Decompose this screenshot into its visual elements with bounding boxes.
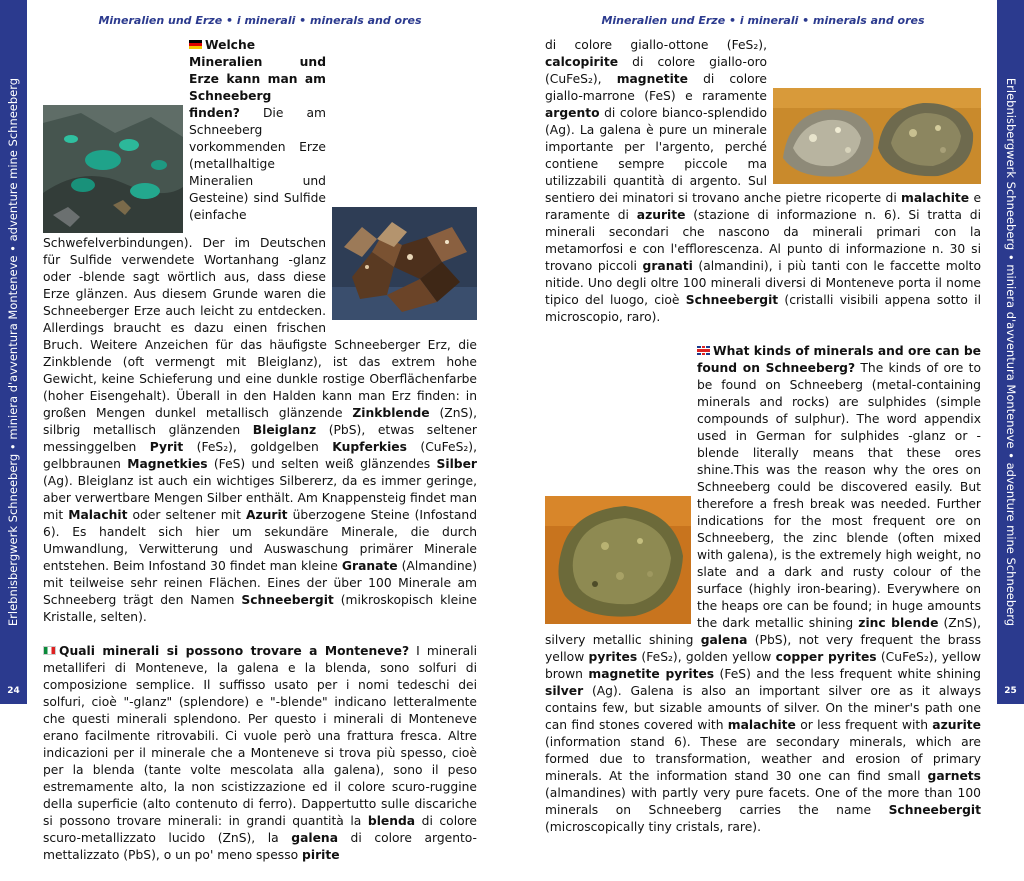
de-text-8: oder seltener mit (127, 508, 246, 522)
left-column-flow (43, 37, 477, 881)
magnetite-figure (545, 496, 691, 624)
right-column (545, 37, 981, 853)
de-text-9: überzogene Steine (Infostand 6). Es handelt sich hier um sekundäre Minerale, die durch Umwandlung, Verwitterung und Auswaschung primärer Minerale entstehen. Beim Infostand 30 findet man kleine (43, 508, 477, 573)
it-question: Quali minerali si possono trovare a Monteneve? (59, 644, 410, 658)
en-bold-8: azurite (932, 718, 982, 732)
de-bold-6: Silber (436, 457, 477, 471)
it-bold-10: Schneebergit (685, 293, 779, 307)
pyrite-stones-icon (773, 88, 981, 184)
malachite-figure (43, 105, 183, 233)
german-section (43, 37, 477, 626)
it-text-4: di colore giallo-ottone (FeS₂), (545, 38, 767, 52)
it-bold-6: argento (545, 106, 600, 120)
de-bold-2: Bleiglanz (252, 423, 317, 437)
it-bold-2: galena (291, 831, 338, 845)
de-bold-5: Magnetkies (127, 457, 208, 471)
it-text-5: di colore giallo-oro (CuFeS₂), (545, 55, 767, 86)
de-text-4: (FeS₂), goldgelben (183, 440, 333, 454)
flag-it-icon (43, 646, 56, 655)
en-text-10: (almandines) with partly very pure facets. One of the more than 100 minerals on Schneeberg carries the name (545, 786, 981, 817)
it-bold-3: pirite (302, 848, 340, 862)
de-bold-8: Azurit (245, 508, 288, 522)
it-bold-9: granati (642, 259, 693, 273)
de-text-11: (mikroskopisch kleine Kristalle, selten). (43, 593, 477, 624)
it-text-3: di colore argento-mettalizzato (PbS), o un po' meno spesso (43, 831, 477, 862)
en-bold-5: magnetite pyrites (588, 667, 715, 681)
en-text-5: (CuFeS₂), yellow brown (545, 650, 981, 681)
de-bold-7: Malachit (68, 508, 128, 522)
en-bold-10: Schneebergit (888, 803, 981, 817)
it-text-7: di colore bianco-splendido (Ag). La galena è pure un minerale importante per l'argento, perché contiene sempre piccole ma utilizzabili quantità di argento. Sul sentiero dei minatori si trovano anche pietre ricoperte di (545, 106, 902, 205)
en-text-4: (FeS₂), golden yellow (637, 650, 776, 664)
italian-section (43, 643, 477, 864)
italian-continued (545, 37, 981, 326)
de-bold-9: Granate (341, 559, 398, 573)
en-text-3: (PbS), not very frequent the brass yellow (545, 633, 981, 664)
it-bold-1: blenda (367, 814, 416, 828)
right-sidebar-text: Erlebnisbergwerk Schneeberg • miniera d'avventura Monteneve • adventure mine Schneeberg (1004, 77, 1018, 627)
de-text-2: (ZnS), silbrig metallisch glänzenden (43, 406, 477, 437)
en-bold-7: malachite (727, 718, 796, 732)
malachite-stone-icon (43, 105, 183, 233)
de-text-5: (CuFeS₂), gelbbraunen (43, 440, 478, 471)
flag-uk-icon (697, 346, 710, 355)
de-question: Welche Mineralien und Erze kann man am Schneeberg finden? (189, 38, 326, 120)
de-text-7: (Ag). Bleiglanz ist auch ein wichtiges Silbererz, da es immer geringe, aber verwertbare Mengen Silber enthält. Am Knappensteig findet man mit (43, 474, 477, 522)
en-bold-3: pyrites (588, 650, 638, 664)
it-text-2: di colore scuro-metallizzato lucido (ZnS), la (43, 814, 477, 845)
it-bold-8: azurite (636, 208, 686, 222)
it-text-9: (stazione di informazione n. 6). Si tratta di minerali secondari che nascono da minerali primari con la metamorfosi e con l'efflorescenza. Al punto di informazione n. 30 si trovano piccoli (545, 208, 981, 273)
en-text-11: (microscopically tiny cristals, rare). (545, 820, 761, 834)
english-section (545, 343, 981, 836)
page-number-right: 25 (1004, 686, 1017, 696)
en-text-7: (Ag). Galena is also an important silver ore as it always contains few, but sizable amounts of silver. On the miner's path one can find stones covered with (545, 684, 981, 732)
flag-de-icon (189, 40, 202, 49)
de-text-3: (PbS), etwas seltener messinggelben (43, 423, 477, 454)
left-sidebar (0, 0, 27, 704)
it-bold-4: calcopirite (545, 55, 619, 69)
it-text-11: (cristalli visibili appena sotto il microscopio, raro). (545, 293, 981, 324)
it-text-6: di colore giallo-marrone (FeS) e raramente (545, 72, 767, 103)
pyrite-figure (773, 88, 981, 184)
it-text-1: I minerali metalliferi di Monteneve, la galena e la blenda, sono solfuri di composizione semplice. Il suffisso usato per i nomi tedeschi dei solfuri, cioè "-glanz" (splendore) e "-blende" indicano letteralmente che questi minerali splendono. Per questo i minerali di Monteneve erano facilmente ritrovabili. Ci vuole però una frattura fresca. Altre indicazioni per il minerale che a Monteneve si trova più spesso, cioè per la blenda (tante volte mescolata alla galena), sono il peso estremamente alto, la non scistizzazione ed il colore scuro-ruggine della superficie (alto contenuto di ferro). Dappertutto sulle discariche si possono trovare minerali: in grandi quantità la (43, 644, 477, 828)
de-text-1: Die am Schneeberg vorkommenden Erze (metallhaltige Mineralien und Gesteine) sind Sulfide (einfache Schwefelverbindungen). Der im Deutschen für Sulfide verwendete Wortanhang -glanz oder -blende sagt wörtlich aus, dass diese Erze glänzen. Aus diesem Grunde waren die Schneeberger Erze auch leicht zu entdecken. Allerdings braucht es dazu einen frischen Bruch. Weitere Anzeichen für das häufigste Schneeberger Erz, die Zinkblende (oft vermengt mit Bleiglanz), ist das extrem hohe Gewicht, keine Schieferung und eine dunkle rostige Oberflächenfarbe (hoher Eisengehalt). Überall in den Halden kann man Erz finden: in großen Mengen dunkel metallisch glänzende (43, 106, 477, 420)
right-sidebar (997, 0, 1024, 704)
garnet-figure (332, 207, 477, 320)
page-number-left: 24 (7, 686, 20, 696)
en-bold-6: silver (545, 684, 584, 698)
it-bold-5: magnetite (616, 72, 689, 86)
en-text-8: or less frequent with (795, 718, 933, 732)
left-sidebar-text: Erlebnisbergwerk Schneeberg • miniera d'avventura Monteneve • adventure mine Schneeberg (6, 77, 20, 627)
en-text-1: The kinds of ore to be found on Schneeberg (metal-containing minerals and rocks) are sulphides (simple compounds of sulphur). The word appendix used in German for sulphides -glanz or -blende literally means that these ores shine.This was the reason why the ores on Schneeberg could be discovered easily. But therefore a fresh break was needed. Further indications for the most frequent ore on Schneeberg, the zinc blende (often mixed with galena), is the extremely high weight, no slate and a dark and rusty colour of the surface (highly iron-bearing). Everywhere on the heaps ore can be found; in huge amounts the dark metallic shining (697, 361, 982, 630)
en-question: What kinds of minerals and ore can be found on Schneeberg? (697, 344, 981, 375)
it-text-8: e raramente di (545, 191, 982, 222)
running-header-left: Mineralien und Erze • i minerali • minerals and ores (98, 14, 422, 27)
en-bold-9: garnets (927, 769, 981, 783)
magnetite-stone-icon (545, 496, 691, 624)
de-bold-4: Kupferkies (332, 440, 407, 454)
de-bold-1: Zinkblende (352, 406, 430, 420)
de-bold-10: Schneebergit (241, 593, 334, 607)
en-text-6: (FeS) and the less frequent white shining (714, 667, 981, 681)
running-header-right: Mineralien und Erze • i minerali • minerals and ores (601, 14, 925, 27)
de-bold-3: Pyrit (149, 440, 184, 454)
de-text-6: (FeS) und selten weiß glänzendes (207, 457, 437, 471)
en-bold-4: copper pyrites (775, 650, 877, 664)
it-text-10: (almandini), i più tanti con le faccette molto nitide. Uno degli oltre 100 minerali diversi di Monteneve porta il nome tipico del luogo, cioè (545, 259, 981, 307)
en-bold-2: galena (700, 633, 748, 647)
en-bold-1: zinc blende (858, 616, 939, 630)
en-text-2: (ZnS), silvery metallic shining (545, 616, 981, 647)
en-text-9: (information stand 6). These are secondary minerals, which are formed due to transformation, weather and erosion of primary minerals. At the information stand 30 one can find small (545, 735, 981, 783)
it-bold-7: malachite (901, 191, 970, 205)
garnet-crystal-icon (332, 207, 477, 320)
de-text-10: (Almandine) mit teilweise sehr reinen Flächen. Eines der über 100 Minerale am Schneeberg trägt den Namen (43, 559, 477, 607)
